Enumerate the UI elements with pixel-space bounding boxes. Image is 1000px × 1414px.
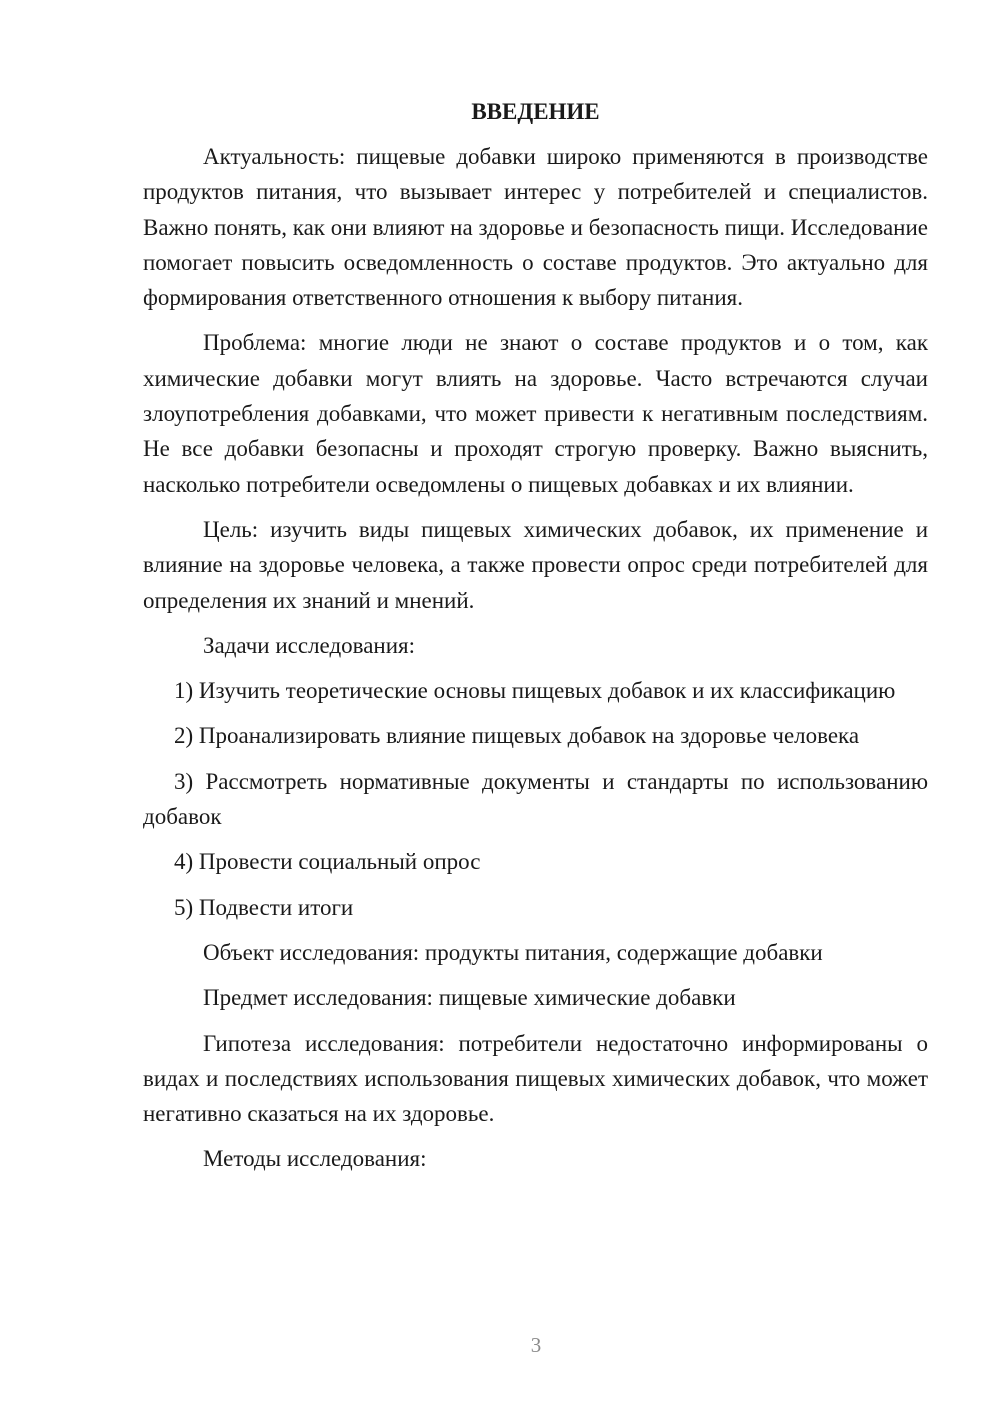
task-item-3: 3) Рассмотреть нормативные документы и стандарты по использованию добавок [143,768,928,830]
paragraph-subject: Предмет исследования: пищевые химические добавки [203,985,736,1011]
task-item-4: 4) Провести социальный опрос [174,849,481,875]
paragraph-goal: Цель: изучить виды пищевых химических добавок, их применение и влияние на здоровье человека, а также провести опрос среди потребителей для определения их знаний и мнений. [143,516,928,613]
task-item-2: 2) Проанализировать влияние пищевых добавок на здоровье человека [174,723,860,749]
task-item-5: 5) Подвести итоги [174,894,354,920]
page-number: 3 [530,1333,542,1357]
paragraph-methods: Методы исследования: [203,1146,427,1172]
paragraph-object: Объект исследования: продукты питания, содержащие добавки [203,939,823,965]
paragraph-tasks-heading: Задачи исследования: [203,632,416,658]
paragraph-relevance: Актуальность: пищевые добавки широко применяются в производстве продуктов питания, что вызывает интерес у потребителей и специалистов. Важно понять, как они влияют на здоровье и безопасность пищи. Исследование помогает повысить осведомленность о составе продуктов. Это актуально для формирования ответственного отношения к выбору питания. [143,144,928,311]
paragraph-problem: Проблема: многие люди не знают о составе продуктов и о том, как химические добавки могут влиять на здоровье. Часто встречаются случаи злоупотребления добавками, что может привести к негативным последствиям. Не все добавки безопасны и проходят строгую проверку. Важно выяснить, насколько потребители осведомлены о пищевых добавках и их влиянии. [143,330,928,497]
page-title: ВВЕДЕНИЕ [471,99,600,124]
paragraph-hypothesis: Гипотеза исследования: потребители недостаточно информированы о видах и последствиях использования пищевых химических добавок, что может негативно сказаться на их здоровье. [143,1030,928,1127]
task-item-1: 1) Изучить теоретические основы пищевых добавок и их классификацию [174,678,896,704]
document-body [143,94,928,1187]
